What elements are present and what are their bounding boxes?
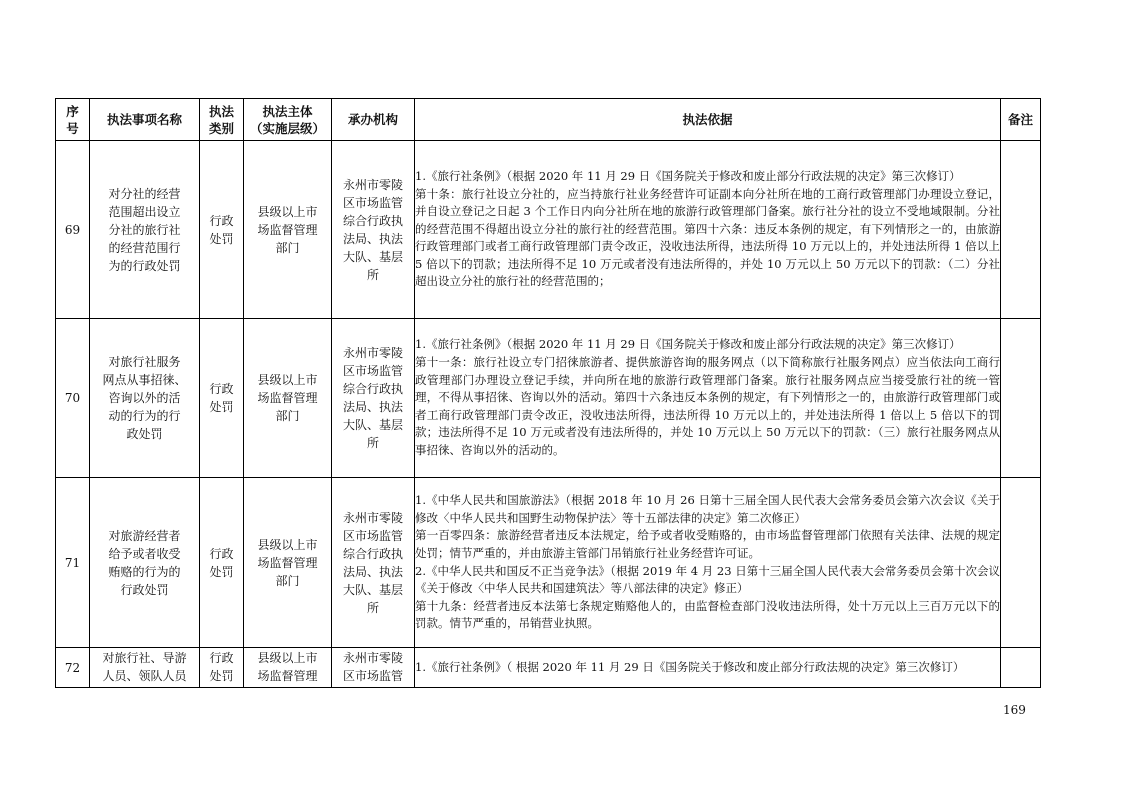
row-category: 行政 处罚 [200, 478, 244, 648]
row-remark [1001, 648, 1041, 688]
table-row [56, 648, 1041, 688]
table-row [56, 319, 1041, 478]
header-seq: 序 号 [56, 99, 90, 141]
row-category-text: 行政 处罚 [209, 650, 234, 683]
row-category [200, 648, 244, 688]
row-subject [244, 648, 332, 688]
row-remark [1001, 319, 1041, 478]
row-item-name: 对旅游经营者 给予或者收受 贿赂的行为的 行政处罚 [90, 478, 200, 648]
row-agency-text: 永州市零陵 区市场监管 [342, 650, 403, 683]
row-subject: 县级以上市 场监督管理 部门 [244, 478, 332, 648]
header-basis: 执法依据 [415, 99, 1001, 141]
table-row [56, 478, 1041, 648]
row-basis: 1.《中华人民共和国旅游法》（根据 2018 年 10 月 26 日第十三届全国人民代表大会常务委员会第六次会议《关于修改〈中华人民共和国野生动物保护法〉等十五部法律的决定》第二次修正） 第一百零四条：旅游经营者违反本法规定，给予或者收受贿赂的，由市场监督管理部门依照有关法律、法规的规定处罚；情节严重的，并由旅游主管部门吊销旅行社业务经营许可证。 2.《中华人民共和国反不正当竞争法》（根据 2019 年 4 月 23 日第十三届全国人民代表大会常务委员会第十次会议《关于修改〈中华人民共和国建筑法〉等八部法律的决定》修正） 第十九条：经营者违反本法第七条规定贿赂他人的，由监督检查部门没收违法所得，处十万元以上三百万元以下的罚款。情节严重的，吊销营业执照。 [415, 478, 1001, 648]
header-agency: 承办机构 [332, 99, 415, 141]
page-number: 169 [1003, 703, 1026, 717]
header-remark: 备注 [1001, 99, 1041, 141]
row-seq: 71 [56, 478, 90, 648]
row-seq: 70 [56, 319, 90, 478]
row-agency [332, 648, 415, 688]
header-subject: 执法主体 （实施层级） [244, 99, 332, 141]
row-item-name: 对分社的经营 范围超出设立 分社的旅行社 的经营范围行 为的行政处罚 [90, 141, 200, 319]
row-seq: 72 [56, 648, 90, 688]
row-remark [1001, 478, 1041, 648]
row-agency: 永州市零陵 区市场监管 综合行政执 法局、执法 大队、基层 所 [332, 478, 415, 648]
row-item-name-text: 对旅行社、导游 人员、领队人员 [102, 650, 187, 683]
enforcement-table [55, 98, 1041, 688]
row-category: 行政 处罚 [200, 141, 244, 319]
row-subject: 县级以上市 场监督管理 部门 [244, 141, 332, 319]
row-category: 行政 处罚 [200, 319, 244, 478]
row-basis: 1.《旅行社条例》（根据 2020 年 11 月 29 日《国务院关于修改和废止部分行政法规的决定》第三次修订） 第十一条：旅行社设立专门招徕旅游者、提供旅游咨询的服务网点（以下简称旅行社服务网点）应当依法向工商行政管理部门办理设立登记手续，并向所在地的旅游行政管理部门备案。旅行社服务网点应当接受旅行社的统一管理，不得从事招徕、咨询以外的活动。第四十六条违反本条例的规定，有下列情形之一的，由旅游行政管理部门或者工商行政管理部门责令改正，没收违法所得，违法所得 10 万元以上的，并处违法所得 1 倍以上 5 倍以下的罚款；违法所得不足 10 万元或者没有违法所得的，并处 10 万元以上 50 万元以下的罚款：（三）旅行社服务网点从事招徕、咨询以外的活动的。 [415, 319, 1001, 478]
header-category: 执法 类别 [200, 99, 244, 141]
header-name: 执法事项名称 [90, 99, 200, 141]
row-remark [1001, 141, 1041, 319]
row-item-name [90, 648, 200, 688]
header-row [56, 99, 1041, 141]
row-subject-text: 县级以上市 场监督管理 [257, 650, 318, 683]
table-row [56, 141, 1041, 319]
row-basis: 1.《旅行社条例》（ 根据 2020 年 11 月 29 日《国务院关于修改和废止部分行政法规的决定》第三次修订） [415, 648, 1001, 688]
row-basis: 1.《旅行社条例》（根据 2020 年 11 月 29 日《国务院关于修改和废止部分行政法规的决定》第三次修订） 第十条：旅行社设立分社的，应当持旅行社业务经营许可证副本向分社所在地的工商行政管理部门办理设立登记，并自设立登记之日起 3 个工作日内向分社所在地的旅游行政管理部门备案。旅行社分社的设立不受地域限制。分社的经营范围不得超出设立分社的旅行社的经营范围。第四十六条：违反本条例的规定，有下列情形之一的，由旅游行政管理部门或者工商行政管理部门责令改正，没收违法所得，违法所得 10 万元以上的，并处违法所得 1 倍以上 5 倍以下的罚款；违法所得不足 10 万元或者没有违法所得的，并处 10 万元以上 50 万元以下的罚款：（二）分社超出设立分社的旅行社的经营范围的； [415, 141, 1001, 319]
row-agency: 永州市零陵 区市场监管 综合行政执 法局、执法 大队、基层 所 [332, 141, 415, 319]
row-agency: 永州市零陵 区市场监管 综合行政执 法局、执法 大队、基层 所 [332, 319, 415, 478]
row-item-name: 对旅行社服务 网点从事招徕、 咨询以外的活 动的行为的行 政处罚 [90, 319, 200, 478]
row-seq: 69 [56, 141, 90, 319]
row-subject: 县级以上市 场监督管理 部门 [244, 319, 332, 478]
